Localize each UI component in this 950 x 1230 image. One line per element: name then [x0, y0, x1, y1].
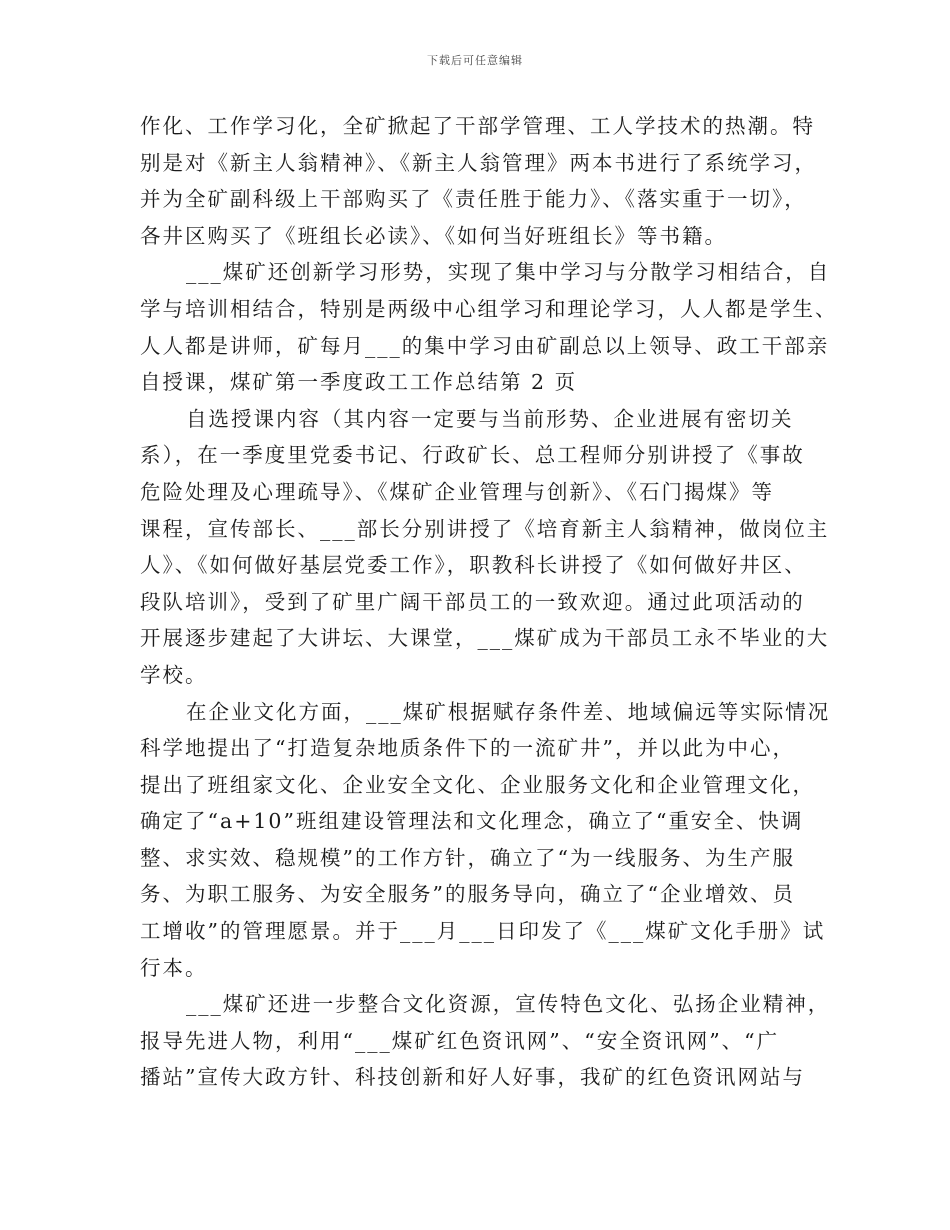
text-line: 报导先进人物，利用“___煤矿红色资讯网”、“安全资讯网”、“广	[140, 1028, 780, 1053]
text-line: 人人都是讲师，矿每月___的集中学习由矿副总以上领导、政工干部亲	[140, 333, 830, 358]
text-line: 播站”宣传大政方针、科技创新和好人好事，我矿的红色资讯网站与	[140, 1065, 805, 1090]
text-line: ___煤矿还进一步整合文化资源，宣传特色文化、弘扬企业精神，	[186, 992, 831, 1017]
text-line: 行本。	[140, 955, 208, 980]
text-line: ___煤矿还创新学习形势，实现了集中学习与分散学习相结合，自	[186, 260, 831, 285]
text-line: 在企业文化方面，___煤矿根据赋存条件差、地域偏远等实际情况	[186, 699, 831, 724]
text-line: 学与培训相结合，特别是两级中心组学习和理论学习，人人都是学生、	[140, 296, 838, 321]
text-line: 科学地提出了“打造复杂地质条件下的一流矿井”，并以此为中心，	[140, 736, 795, 761]
text-line: 别是对《新主人翁精神》、《新主人翁管理》两本书进行了系统学习，	[140, 150, 817, 175]
paragraph-5	[140, 986, 831, 1096]
text-line: 学校。	[140, 662, 208, 687]
paragraph-1	[140, 108, 820, 254]
text-line: 务、为职工服务、为安全服务”的服务导向，确立了“企业增效、员	[140, 882, 795, 907]
document-body	[140, 108, 838, 1096]
text-line: 开展逐步建起了大讲坛、大课堂，___煤矿成为干部员工永不毕业的大	[140, 626, 830, 651]
text-line: 工增收”的管理愿景。并于___月___日印发了《___煤矿文化手册》试	[140, 919, 826, 944]
text-line: 人》、《如何做好基层党委工作》，职教科长讲授了《如何做好井区、	[140, 553, 807, 578]
text-line: 段队培训》，受到了矿里广阔干部员工的一致欢迎。通过此项活动的	[140, 589, 805, 614]
text-line: 系），在一季度里党委书记、行政矿长、总工程师分别讲授了《事故	[140, 443, 805, 468]
paragraph-4	[140, 694, 831, 987]
text-line: 提出了班组家文化、企业安全文化、企业服务文化和企业管理文化，	[140, 772, 815, 797]
text-line: 危险处理及心理疏导》、《煤矿企业管理与创新》、《石门揭煤》等	[140, 479, 774, 504]
text-line: 课程，宣传部长、___部长分别讲授了《培育新主人翁精神，做岗位主	[140, 516, 830, 541]
text-line: 作化、工作学习化，全矿掀起了干部学管理、工人学技术的热潮。特	[140, 114, 815, 138]
text-line: 自授课，煤矿第一季度政工工作总结第 2 页	[140, 370, 578, 395]
text-line: 自选授课内容（其内容一定要与当前形势、企业进展有密切关	[186, 406, 794, 431]
text-line: 确定了“a+10”班组建设管理法和文化理念，确立了“重安全、快调	[140, 809, 804, 834]
page-header: 下载后可任意编辑	[427, 54, 523, 67]
text-line: 各井区购买了《班组长必读》、《如何当好班组长》等书籍。	[140, 223, 727, 248]
paragraph-2	[140, 254, 838, 400]
text-line: 整、求实效、稳规模”的工作方针，确立了“为一线服务、为生产服	[140, 845, 795, 870]
text-line: 并为全矿副科级上干部购买了《责任胜于能力》、《落实重于一切》，	[140, 187, 807, 212]
paragraph-3	[140, 401, 830, 694]
